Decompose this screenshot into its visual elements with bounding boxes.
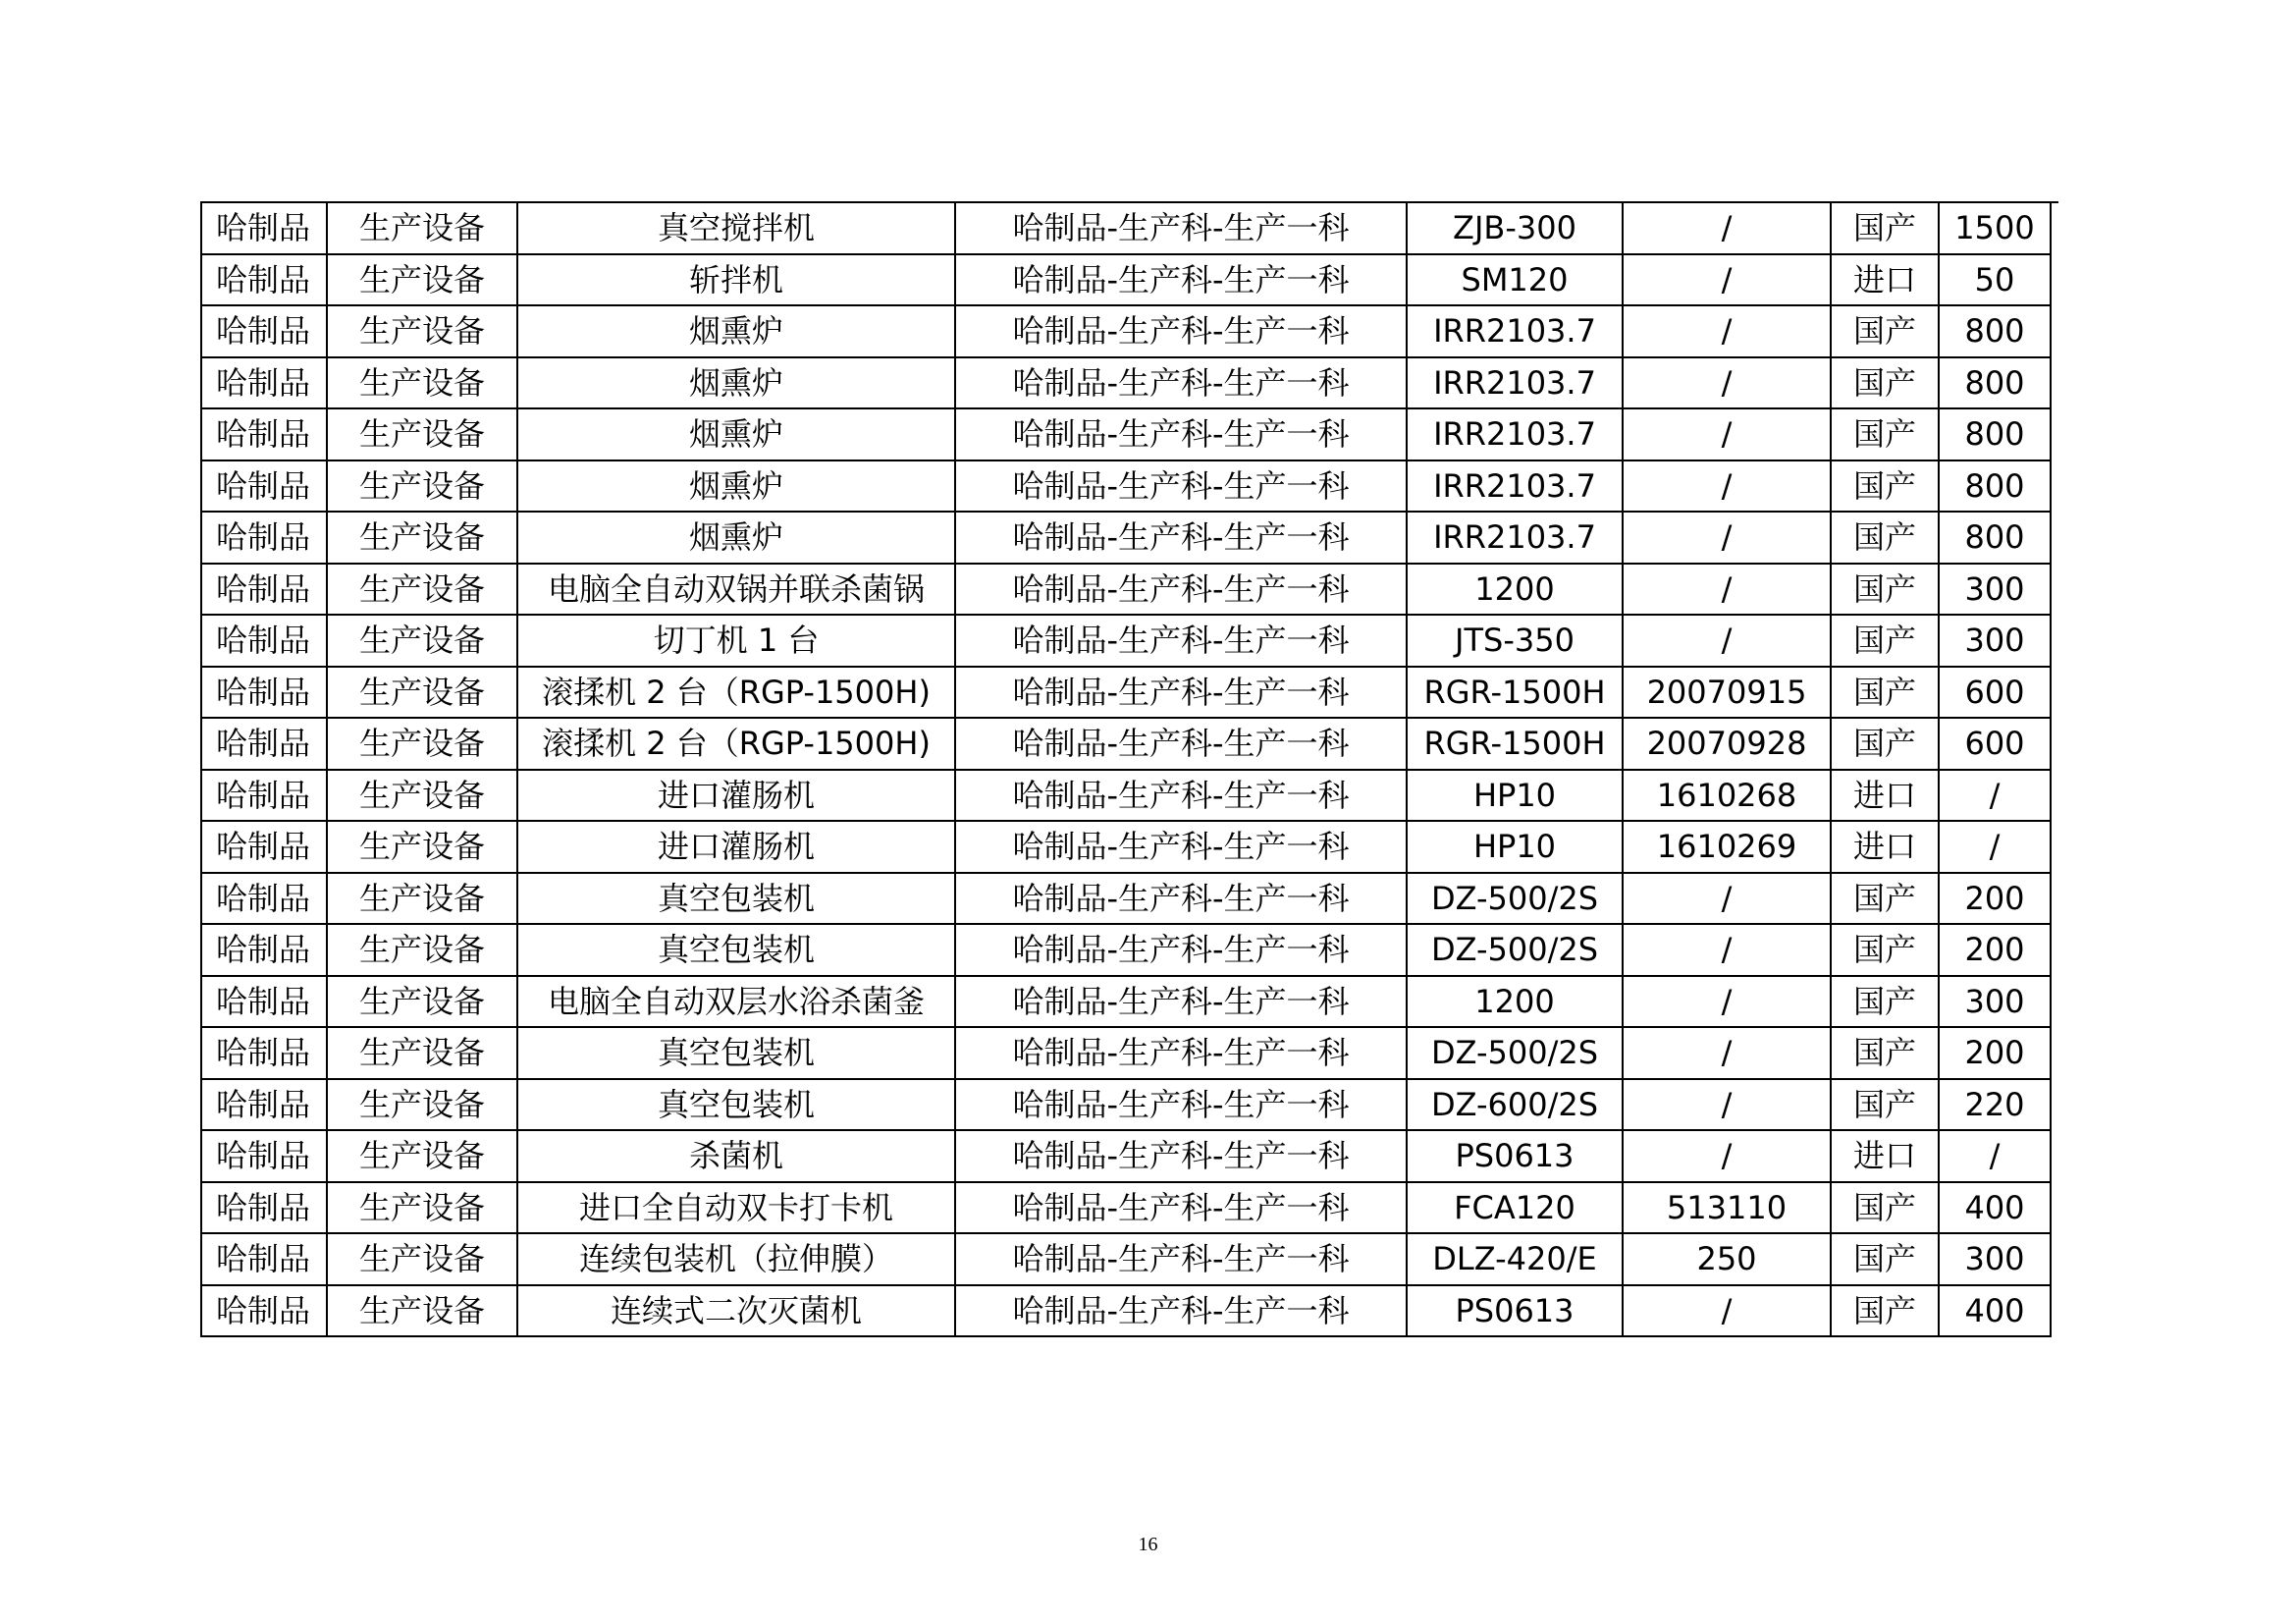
- cell-capacity: 300: [1939, 615, 2051, 667]
- table-row: [201, 1285, 2051, 1337]
- cell-category: 生产设备: [327, 202, 517, 254]
- cell-equipment-name: 烟熏炉: [517, 408, 955, 460]
- cell-unit: 哈制品: [201, 615, 327, 667]
- cell-model: IRR2103.7: [1407, 408, 1623, 460]
- cell-origin: 国产: [1831, 615, 1939, 667]
- cell-department: 哈制品-生产科-生产一科: [955, 873, 1407, 925]
- cell-department: 哈制品-生产科-生产一科: [955, 1130, 1407, 1182]
- cell-origin: 进口: [1831, 254, 1939, 306]
- cell-serial-number: 250: [1623, 1233, 1831, 1285]
- cell-capacity: 800: [1939, 305, 2051, 357]
- cell-unit: 哈制品: [201, 1130, 327, 1182]
- cell-model: IRR2103.7: [1407, 460, 1623, 513]
- cell-capacity: 300: [1939, 564, 2051, 616]
- table-row: [201, 357, 2051, 409]
- cell-origin: 国产: [1831, 357, 1939, 409]
- equipment-table-body: [201, 202, 2051, 1336]
- cell-origin: 国产: [1831, 512, 1939, 564]
- cell-origin: 国产: [1831, 305, 1939, 357]
- cell-unit: 哈制品: [201, 770, 327, 822]
- cell-equipment-name: 切丁机 1 台: [517, 615, 955, 667]
- cell-model: 1200: [1407, 564, 1623, 616]
- cell-unit: 哈制品: [201, 512, 327, 564]
- cell-model: JTS-350: [1407, 615, 1623, 667]
- cell-model: FCA120: [1407, 1182, 1623, 1234]
- cell-department: 哈制品-生产科-生产一科: [955, 770, 1407, 822]
- table-row: [201, 1233, 2051, 1285]
- cell-capacity: 800: [1939, 408, 2051, 460]
- cell-department: 哈制品-生产科-生产一科: [955, 408, 1407, 460]
- cell-capacity: 800: [1939, 512, 2051, 564]
- cell-category: 生产设备: [327, 564, 517, 616]
- cell-equipment-name: 烟熏炉: [517, 357, 955, 409]
- cell-equipment-name: 杀菌机: [517, 1130, 955, 1182]
- cell-model: PS0613: [1407, 1130, 1623, 1182]
- table-row: [201, 305, 2051, 357]
- cell-category: 生产设备: [327, 718, 517, 770]
- cell-serial-number: /: [1623, 1027, 1831, 1079]
- cell-origin: 国产: [1831, 1182, 1939, 1234]
- cell-unit: 哈制品: [201, 976, 327, 1028]
- cell-category: 生产设备: [327, 460, 517, 513]
- table-row: [201, 976, 2051, 1028]
- cell-capacity: /: [1939, 1130, 2051, 1182]
- cell-model: IRR2103.7: [1407, 512, 1623, 564]
- table-row: [201, 821, 2051, 873]
- cell-origin: 进口: [1831, 1130, 1939, 1182]
- cell-category: 生产设备: [327, 873, 517, 925]
- cell-serial-number: /: [1623, 1130, 1831, 1182]
- cell-capacity: 1500: [1939, 202, 2051, 254]
- cell-unit: 哈制品: [201, 460, 327, 513]
- cell-serial-number: 1610268: [1623, 770, 1831, 822]
- cell-model: PS0613: [1407, 1285, 1623, 1337]
- cell-unit: 哈制品: [201, 357, 327, 409]
- cell-capacity: 400: [1939, 1285, 2051, 1337]
- cell-unit: 哈制品: [201, 254, 327, 306]
- cell-department: 哈制品-生产科-生产一科: [955, 460, 1407, 513]
- table-row: [201, 1079, 2051, 1131]
- cell-serial-number: /: [1623, 408, 1831, 460]
- table-row: [201, 667, 2051, 719]
- cell-origin: 国产: [1831, 873, 1939, 925]
- cell-department: 哈制品-生产科-生产一科: [955, 667, 1407, 719]
- cell-equipment-name: 烟熏炉: [517, 305, 955, 357]
- cell-model: IRR2103.7: [1407, 357, 1623, 409]
- cell-category: 生产设备: [327, 615, 517, 667]
- cell-equipment-name: 进口灌肠机: [517, 770, 955, 822]
- cell-department: 哈制品-生产科-生产一科: [955, 564, 1407, 616]
- cell-model: DZ-500/2S: [1407, 924, 1623, 976]
- cell-equipment-name: 烟熏炉: [517, 460, 955, 513]
- table-row: [201, 202, 2051, 254]
- cell-equipment-name: 滚揉机 2 台（RGP-1500H): [517, 667, 955, 719]
- cell-serial-number: /: [1623, 202, 1831, 254]
- cell-unit: 哈制品: [201, 1233, 327, 1285]
- cell-department: 哈制品-生产科-生产一科: [955, 976, 1407, 1028]
- cell-model: RGR-1500H: [1407, 718, 1623, 770]
- cell-capacity: 50: [1939, 254, 2051, 306]
- cell-serial-number: /: [1623, 357, 1831, 409]
- cell-category: 生产设备: [327, 1285, 517, 1337]
- cell-category: 生产设备: [327, 770, 517, 822]
- cell-category: 生产设备: [327, 1130, 517, 1182]
- cell-category: 生产设备: [327, 924, 517, 976]
- cell-unit: 哈制品: [201, 305, 327, 357]
- table-row: [201, 512, 2051, 564]
- cell-model: DZ-500/2S: [1407, 873, 1623, 925]
- cell-origin: 国产: [1831, 924, 1939, 976]
- cell-origin: 国产: [1831, 202, 1939, 254]
- cell-serial-number: /: [1623, 254, 1831, 306]
- cell-capacity: /: [1939, 770, 2051, 822]
- cell-origin: 进口: [1831, 821, 1939, 873]
- page-number: 16: [1138, 1534, 1158, 1555]
- cell-origin: 国产: [1831, 1079, 1939, 1131]
- cell-department: 哈制品-生产科-生产一科: [955, 821, 1407, 873]
- cell-equipment-name: 连续包装机（拉伸膜）: [517, 1233, 955, 1285]
- cell-model: RGR-1500H: [1407, 667, 1623, 719]
- cell-capacity: 400: [1939, 1182, 2051, 1234]
- cell-model: IRR2103.7: [1407, 305, 1623, 357]
- table-row: [201, 254, 2051, 306]
- table-row: [201, 770, 2051, 822]
- cell-capacity: 600: [1939, 667, 2051, 719]
- cell-department: 哈制品-生产科-生产一科: [955, 1079, 1407, 1131]
- cell-capacity: 200: [1939, 924, 2051, 976]
- table-row: [201, 460, 2051, 513]
- cell-model: 1200: [1407, 976, 1623, 1028]
- cell-unit: 哈制品: [201, 202, 327, 254]
- cell-model: DZ-600/2S: [1407, 1079, 1623, 1131]
- cell-serial-number: /: [1623, 873, 1831, 925]
- table-row: [201, 1027, 2051, 1079]
- cell-equipment-name: 烟熏炉: [517, 512, 955, 564]
- cell-department: 哈制品-生产科-生产一科: [955, 615, 1407, 667]
- cell-serial-number: /: [1623, 976, 1831, 1028]
- cell-serial-number: /: [1623, 1079, 1831, 1131]
- equipment-table: [200, 201, 2052, 1337]
- cell-serial-number: /: [1623, 615, 1831, 667]
- cell-serial-number: /: [1623, 1285, 1831, 1337]
- cell-unit: 哈制品: [201, 1182, 327, 1234]
- cell-equipment-name: 真空包装机: [517, 1079, 955, 1131]
- cell-equipment-name: 连续式二次灭菌机: [517, 1285, 955, 1337]
- table-row: [201, 1130, 2051, 1182]
- cell-serial-number: 513110: [1623, 1182, 1831, 1234]
- cell-origin: 国产: [1831, 667, 1939, 719]
- cell-department: 哈制品-生产科-生产一科: [955, 924, 1407, 976]
- cell-equipment-name: 真空包装机: [517, 924, 955, 976]
- cell-category: 生产设备: [327, 512, 517, 564]
- cell-category: 生产设备: [327, 305, 517, 357]
- cell-equipment-name: 真空搅拌机: [517, 202, 955, 254]
- cell-equipment-name: 进口全自动双卡打卡机: [517, 1182, 955, 1234]
- cell-model: DZ-500/2S: [1407, 1027, 1623, 1079]
- cell-unit: 哈制品: [201, 1027, 327, 1079]
- cell-equipment-name: 进口灌肠机: [517, 821, 955, 873]
- cell-category: 生产设备: [327, 357, 517, 409]
- cell-unit: 哈制品: [201, 1285, 327, 1337]
- cell-unit: 哈制品: [201, 1079, 327, 1131]
- cell-serial-number: 20070915: [1623, 667, 1831, 719]
- cell-origin: 国产: [1831, 718, 1939, 770]
- cell-model: HP10: [1407, 821, 1623, 873]
- cell-equipment-name: 真空包装机: [517, 873, 955, 925]
- cell-origin: 国产: [1831, 976, 1939, 1028]
- cell-category: 生产设备: [327, 821, 517, 873]
- cell-unit: 哈制品: [201, 924, 327, 976]
- cell-unit: 哈制品: [201, 408, 327, 460]
- cell-origin: 国产: [1831, 564, 1939, 616]
- cell-equipment-name: 真空包装机: [517, 1027, 955, 1079]
- cell-origin: 国产: [1831, 1285, 1939, 1337]
- cell-unit: 哈制品: [201, 564, 327, 616]
- cell-department: 哈制品-生产科-生产一科: [955, 1182, 1407, 1234]
- cell-category: 生产设备: [327, 667, 517, 719]
- cell-capacity: 300: [1939, 976, 2051, 1028]
- cell-category: 生产设备: [327, 1079, 517, 1131]
- cell-serial-number: /: [1623, 924, 1831, 976]
- cell-department: 哈制品-生产科-生产一科: [955, 305, 1407, 357]
- cell-capacity: 220: [1939, 1079, 2051, 1131]
- cell-unit: 哈制品: [201, 821, 327, 873]
- cell-serial-number: /: [1623, 564, 1831, 616]
- cell-serial-number: 1610269: [1623, 821, 1831, 873]
- cell-department: 哈制品-生产科-生产一科: [955, 202, 1407, 254]
- table-row: [201, 408, 2051, 460]
- cell-model: DLZ-420/E: [1407, 1233, 1623, 1285]
- cell-serial-number: 20070928: [1623, 718, 1831, 770]
- cell-equipment-name: 滚揉机 2 台（RGP-1500H): [517, 718, 955, 770]
- cell-equipment-name: 斩拌机: [517, 254, 955, 306]
- cell-unit: 哈制品: [201, 667, 327, 719]
- cell-origin: 国产: [1831, 460, 1939, 513]
- table-row: [201, 564, 2051, 616]
- cell-unit: 哈制品: [201, 873, 327, 925]
- cell-unit: 哈制品: [201, 718, 327, 770]
- cell-category: 生产设备: [327, 1182, 517, 1234]
- table-row: [201, 873, 2051, 925]
- cell-capacity: /: [1939, 821, 2051, 873]
- cell-origin: 进口: [1831, 770, 1939, 822]
- cell-capacity: 200: [1939, 1027, 2051, 1079]
- cell-capacity: 300: [1939, 1233, 2051, 1285]
- cell-capacity: 800: [1939, 460, 2051, 513]
- cell-model: SM120: [1407, 254, 1623, 306]
- cell-category: 生产设备: [327, 254, 517, 306]
- cell-department: 哈制品-生产科-生产一科: [955, 254, 1407, 306]
- cell-origin: 国产: [1831, 1233, 1939, 1285]
- table-row: [201, 615, 2051, 667]
- table-row: [201, 718, 2051, 770]
- cell-department: 哈制品-生产科-生产一科: [955, 1233, 1407, 1285]
- cell-serial-number: /: [1623, 512, 1831, 564]
- cell-department: 哈制品-生产科-生产一科: [955, 512, 1407, 564]
- cell-model: HP10: [1407, 770, 1623, 822]
- cell-model: ZJB-300: [1407, 202, 1623, 254]
- cell-capacity: 800: [1939, 357, 2051, 409]
- table-row: [201, 1182, 2051, 1234]
- cell-serial-number: /: [1623, 460, 1831, 513]
- cell-equipment-name: 电脑全自动双锅并联杀菌锅: [517, 564, 955, 616]
- cell-capacity: 600: [1939, 718, 2051, 770]
- cell-category: 生产设备: [327, 1233, 517, 1285]
- cell-category: 生产设备: [327, 1027, 517, 1079]
- cell-origin: 国产: [1831, 1027, 1939, 1079]
- cell-department: 哈制品-生产科-生产一科: [955, 718, 1407, 770]
- cell-equipment-name: 电脑全自动双层水浴杀菌釜: [517, 976, 955, 1028]
- cell-category: 生产设备: [327, 408, 517, 460]
- cell-department: 哈制品-生产科-生产一科: [955, 1285, 1407, 1337]
- cell-origin: 国产: [1831, 408, 1939, 460]
- cell-serial-number: /: [1623, 305, 1831, 357]
- cell-department: 哈制品-生产科-生产一科: [955, 357, 1407, 409]
- cell-capacity: 200: [1939, 873, 2051, 925]
- cell-category: 生产设备: [327, 976, 517, 1028]
- table-row: [201, 924, 2051, 976]
- cell-department: 哈制品-生产科-生产一科: [955, 1027, 1407, 1079]
